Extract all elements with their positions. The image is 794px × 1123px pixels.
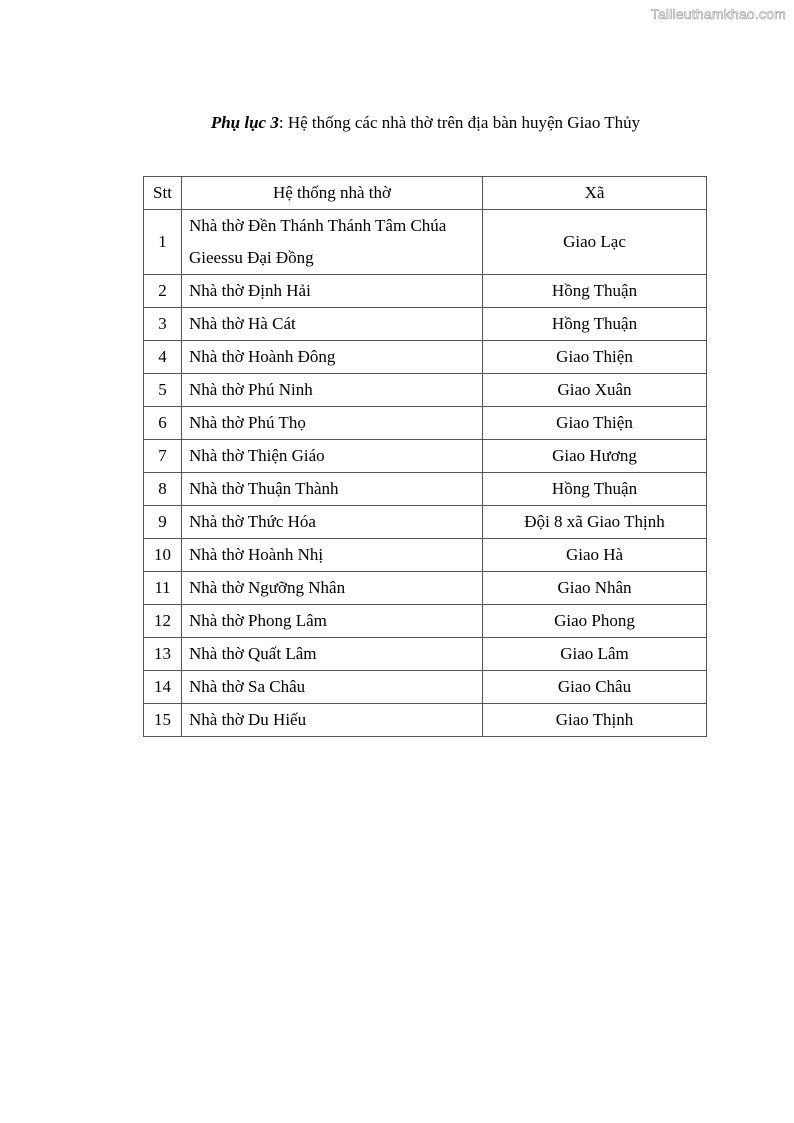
row-commune: Giao Thiện — [483, 407, 707, 440]
row-commune: Hồng Thuận — [483, 275, 707, 308]
row-commune: Hồng Thuận — [483, 308, 707, 341]
row-church-name: Nhà thờ Đền Thánh Thánh Tâm Chúa Gieessu Đại Đồng — [182, 210, 483, 275]
caption-text: : Hệ thống các nhà thờ trên địa bàn huyện Giao Thủy — [278, 113, 641, 132]
header-church-system: Hệ thống nhà thờ — [182, 177, 483, 210]
row-stt: 15 — [144, 704, 182, 737]
row-church-name: Nhà thờ Định Hải — [182, 275, 483, 308]
row-commune: Giao Phong — [483, 605, 707, 638]
row-church-name: Nhà thờ Phú Ninh — [182, 374, 483, 407]
row-church-name: Nhà thờ Quất Lâm — [182, 638, 483, 671]
appendix-caption — [0, 113, 794, 133]
table-row — [144, 539, 707, 572]
row-stt: 9 — [144, 506, 182, 539]
table-header-row — [144, 177, 707, 210]
table-row — [144, 341, 707, 374]
row-stt: 1 — [144, 210, 182, 275]
row-church-name: Nhà thờ Thiện Giáo — [182, 440, 483, 473]
table-row — [144, 407, 707, 440]
row-stt: 10 — [144, 539, 182, 572]
row-commune: Giao Châu — [483, 671, 707, 704]
table-row — [144, 374, 707, 407]
row-church-name: Nhà thờ Phong Lâm — [182, 605, 483, 638]
row-commune: Hồng Thuận — [483, 473, 707, 506]
row-church-name: Nhà thờ Thuận Thành — [182, 473, 483, 506]
row-commune: Giao Lâm — [483, 638, 707, 671]
row-stt: 5 — [144, 374, 182, 407]
row-commune: Giao Nhân — [483, 572, 707, 605]
row-church-name: Nhà thờ Thức Hóa — [182, 506, 483, 539]
header-commune: Xã — [483, 177, 707, 210]
table-row — [144, 671, 707, 704]
row-church-name: Nhà thờ Du Hiếu — [182, 704, 483, 737]
row-stt: 3 — [144, 308, 182, 341]
table-row — [144, 440, 707, 473]
row-commune: Giao Xuân — [483, 374, 707, 407]
table-row — [144, 704, 707, 737]
row-church-name: Nhà thờ Sa Châu — [182, 671, 483, 704]
table-row — [144, 275, 707, 308]
row-stt: 6 — [144, 407, 182, 440]
table-row — [144, 506, 707, 539]
row-commune: Giao Thịnh — [483, 704, 707, 737]
row-church-name: Nhà thờ Phú Thọ — [182, 407, 483, 440]
row-stt: 4 — [144, 341, 182, 374]
row-stt: 8 — [144, 473, 182, 506]
table-row — [144, 605, 707, 638]
table-row — [144, 210, 707, 275]
row-commune: Giao Hà — [483, 539, 707, 572]
row-stt: 14 — [144, 671, 182, 704]
table-row — [144, 638, 707, 671]
row-stt: 12 — [144, 605, 182, 638]
row-stt: 2 — [144, 275, 182, 308]
row-church-name: Nhà thờ Ngưỡng Nhân — [182, 572, 483, 605]
church-table — [143, 176, 707, 737]
row-commune: Giao Hương — [483, 440, 707, 473]
row-church-name: Nhà thờ Hà Cát — [182, 308, 483, 341]
row-church-name: Nhà thờ Hoành Nhị — [182, 539, 483, 572]
watermark: Tailieuthamkhao.com — [650, 6, 786, 22]
table-row — [144, 473, 707, 506]
row-commune: Giao Lạc — [483, 210, 707, 275]
row-stt: 7 — [144, 440, 182, 473]
caption-lead: Phụ lục 3 — [210, 113, 279, 132]
row-church-name: Nhà thờ Hoành Đông — [182, 341, 483, 374]
row-stt: 13 — [144, 638, 182, 671]
table-row — [144, 572, 707, 605]
row-commune: Giao Thiện — [483, 341, 707, 374]
table-row — [144, 308, 707, 341]
header-stt: Stt — [144, 177, 182, 210]
row-commune: Đội 8 xã Giao Thịnh — [483, 506, 707, 539]
row-stt: 11 — [144, 572, 182, 605]
